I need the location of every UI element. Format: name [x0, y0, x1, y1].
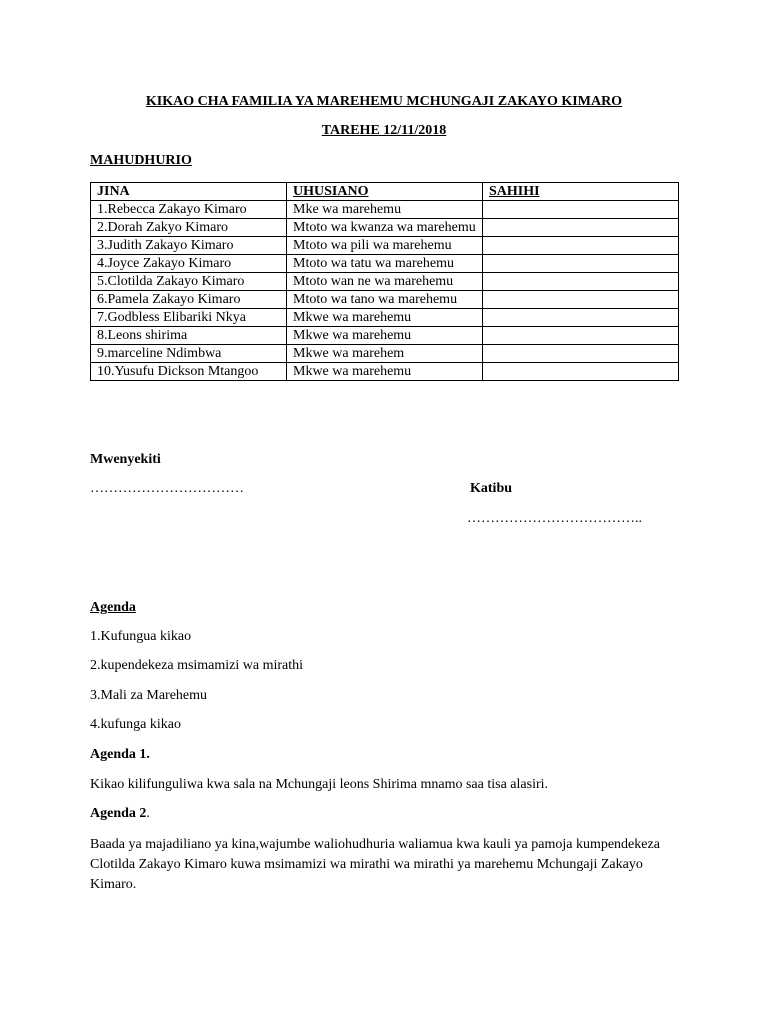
agenda-2-text: Baada ya majadiliano ya kina,wajumbe waliohudhuria waliamua kwa kauli ya pamoja kumpendekeza Clotilda Zakayo Kimaro kuwa msimamizi wa mirathi wa mirathi ya marehemu Mchungaji Zakayo Kimaro. — [90, 837, 660, 892]
chairperson-signature-line: …………………………… — [90, 481, 244, 496]
cell-name: 8.Leons shirima — [91, 327, 287, 345]
chairperson-label: Mwenyekiti — [90, 452, 161, 467]
agenda-item: 1.Kufungua kikao — [90, 629, 192, 644]
table-row — [91, 327, 679, 345]
cell-relation: Mke wa marehemu — [287, 201, 483, 219]
cell-name: 3.Judith Zakayo Kimaro — [91, 237, 287, 255]
column-header-signature: SAHIHI — [483, 183, 679, 201]
agenda-2-heading-line — [90, 806, 150, 822]
cell-name: 10.Yusufu Dickson Mtangoo — [91, 363, 287, 381]
cell-relation: Mkwe wa marehem — [287, 345, 483, 363]
table-row — [91, 291, 679, 309]
agenda-item: 3.Mali za Marehemu — [90, 688, 208, 703]
cell-signature — [483, 237, 679, 255]
secretary-signature-line: ……………………………….. — [467, 511, 642, 526]
cell-signature — [483, 255, 679, 273]
agenda-2-heading-period: . — [146, 806, 150, 821]
cell-relation: Mtoto wa tano wa marehemu — [287, 291, 483, 309]
cell-signature — [483, 219, 679, 237]
attendance-table — [90, 182, 679, 381]
secretary-label: Katibu — [470, 481, 513, 496]
table-row — [91, 309, 679, 327]
table-row — [91, 363, 679, 381]
cell-signature — [483, 291, 679, 309]
cell-signature — [483, 327, 679, 345]
cell-relation: Mtoto wa pili wa marehemu — [287, 237, 483, 255]
agenda-heading: Agenda — [90, 600, 136, 615]
table-header-row — [91, 183, 679, 201]
cell-relation: Mtoto wa tatu wa marehemu — [287, 255, 483, 273]
cell-name: 1.Rebecca Zakayo Kimaro — [91, 201, 287, 219]
table-row — [91, 219, 679, 237]
cell-relation: Mkwe wa marehemu — [287, 309, 483, 327]
cell-signature — [483, 363, 679, 381]
column-header-name: JINA — [91, 183, 287, 201]
cell-name: 4.Joyce Zakayo Kimaro — [91, 255, 287, 273]
agenda-2-heading: Agenda 2 — [90, 806, 147, 821]
cell-name: 6.Pamela Zakayo Kimaro — [91, 291, 287, 309]
agenda-item: 4.kufunga kikao — [90, 717, 181, 732]
cell-name: 5.Clotilda Zakayo Kimaro — [91, 273, 287, 291]
meeting-date: TAREHE 12/11/2018 — [321, 123, 447, 138]
agenda-1-text: Kikao kilifunguliwa kwa sala na Mchungaji leons Shirima mnamo saa tisa alasiri. — [90, 777, 549, 792]
column-header-relation: UHUSIANO — [287, 183, 483, 201]
table-row — [91, 237, 679, 255]
cell-signature — [483, 273, 679, 291]
table-row — [91, 255, 679, 273]
agenda-item: 2.kupendekeza msimamizi wa mirathi — [90, 658, 304, 673]
table-row — [91, 201, 679, 219]
cell-name: 7.Godbless Elibariki Nkya — [91, 309, 287, 327]
cell-relation: Mtoto wan ne wa marehemu — [287, 273, 483, 291]
cell-relation: Mkwe wa marehemu — [287, 327, 483, 345]
cell-signature — [483, 309, 679, 327]
agenda-1-heading: Agenda 1. — [90, 747, 150, 762]
cell-relation: Mtoto wa kwanza wa marehemu — [287, 219, 483, 237]
document-title: KIKAO CHA FAMILIA YA MAREHEMU MCHUNGAJI ZAKAYO KIMARO — [145, 94, 623, 109]
cell-signature — [483, 201, 679, 219]
cell-name: 9.marceline Ndimbwa — [91, 345, 287, 363]
table-row — [91, 273, 679, 291]
table-row — [91, 345, 679, 363]
cell-relation: Mkwe wa marehemu — [287, 363, 483, 381]
attendance-heading: MAHUDHURIO — [90, 153, 192, 168]
cell-signature — [483, 345, 679, 363]
cell-name: 2.Dorah Zakyo Kimaro — [91, 219, 287, 237]
